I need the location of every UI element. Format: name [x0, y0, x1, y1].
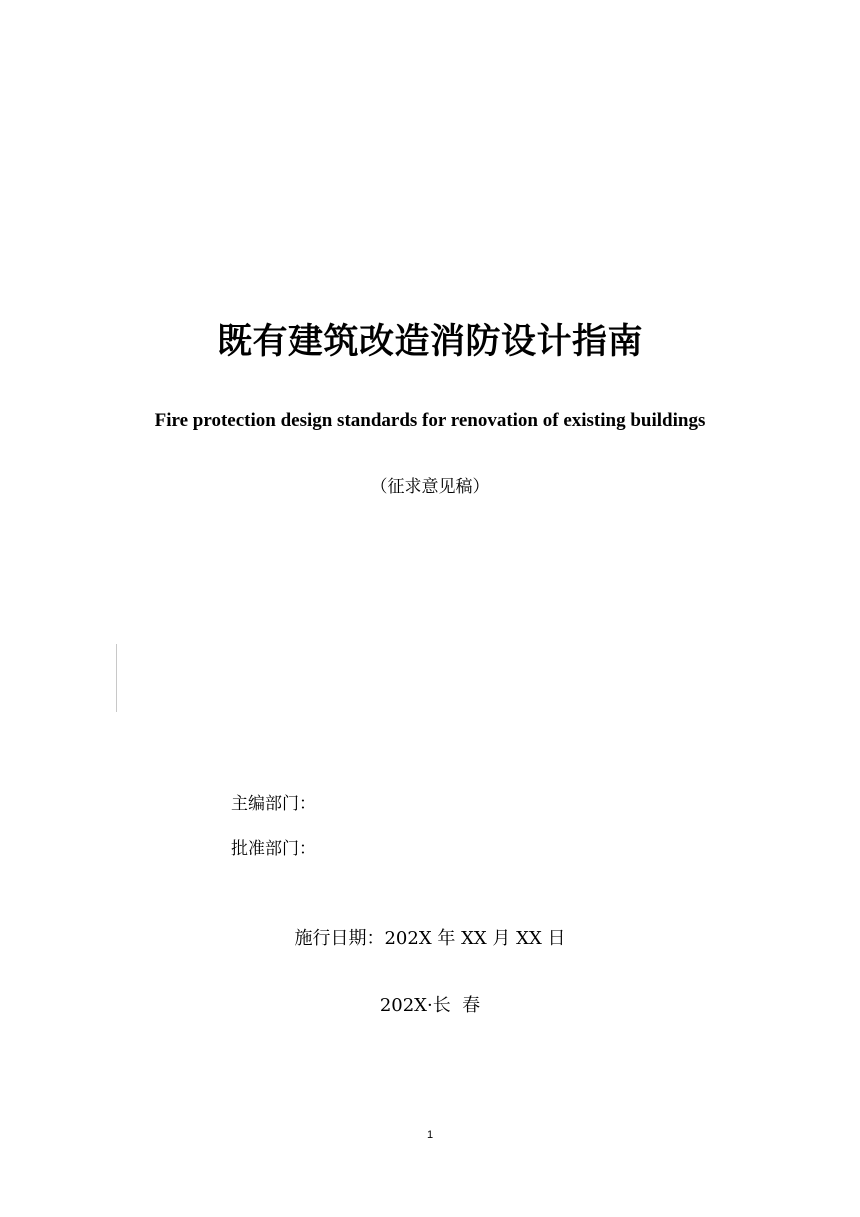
approval-department-label: 批准部门：: [231, 839, 316, 859]
effective-date-line: 施行日期：202X 年 XX 月 XX 日: [294, 928, 566, 949]
document-title-english: Fire protection design standards for renovation of existing buildings: [154, 410, 706, 431]
editor-department-label: 主编部门：: [231, 794, 316, 814]
draft-status-note: （征求意见稿）: [370, 477, 490, 497]
place-year-line: 202X·长 春: [379, 995, 481, 1016]
page-number: 1: [426, 1129, 434, 1141]
document-title-chinese: 既有建筑改造消防设计指南: [216, 322, 643, 362]
margin-divider-line: [116, 644, 117, 712]
